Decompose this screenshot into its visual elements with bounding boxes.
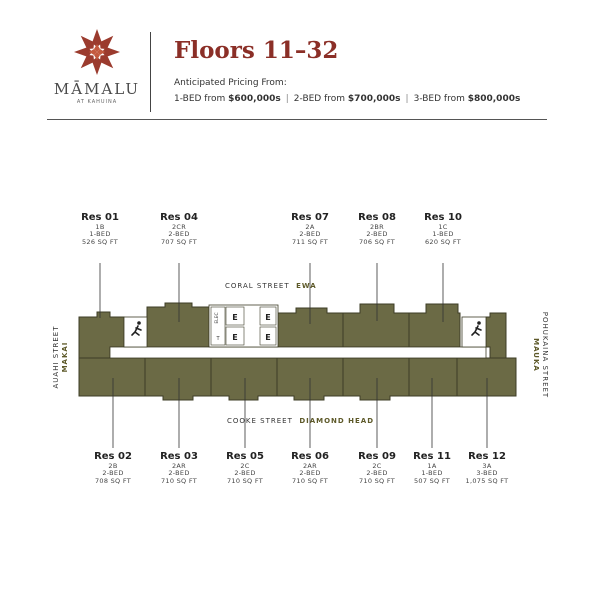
elevator-2-label: E bbox=[232, 333, 238, 342]
pricing-3bed: 3-BED from $800,000s bbox=[413, 94, 521, 104]
unit-res-04 bbox=[147, 303, 209, 347]
unit-res-02 bbox=[79, 358, 145, 396]
street-left: AUAHI STREET MAKAI bbox=[51, 325, 69, 389]
elevator-3-label: E bbox=[265, 313, 271, 322]
pricing-label: Anticipated Pricing From: bbox=[174, 78, 287, 88]
pricing-row: 1-BED from $600,000s | 2-BED from $700,000s | 3-BED from $800,000s bbox=[174, 94, 521, 104]
unit-label-res-04: Res 04 2CR 2-BED 707 SQ FT bbox=[160, 212, 198, 247]
unit-res-05 bbox=[211, 358, 277, 400]
unit-res-09 bbox=[343, 358, 409, 400]
unit-label-res-05: Res 05 2C 2-BED 710 SQ FT bbox=[226, 451, 264, 486]
brand-subtitle: AT KAHUINA bbox=[76, 99, 118, 105]
unit-label-res-11: Res 11 1A 1-BED 507 SQ FT bbox=[413, 451, 451, 486]
pricing-2bed: 2-BED from $700,000s bbox=[293, 94, 401, 104]
core-elec-label: ELEC bbox=[215, 312, 220, 324]
street-bottom: COOKE STREET DIAMOND HEAD bbox=[227, 417, 375, 425]
unit-label-res-03: Res 03 2AR 2-BED 710 SQ FT bbox=[160, 451, 198, 486]
unit-label-res-12: Res 12 3A 3-BED 1,075 SQ FT bbox=[465, 451, 509, 486]
unit-label-res-08: Res 08 2BR 2-BED 706 SQ FT bbox=[358, 212, 396, 247]
unit-res-11 bbox=[409, 358, 457, 396]
brand-name: MĀMALU bbox=[53, 80, 141, 98]
unit-res-07 bbox=[278, 308, 343, 347]
unit-label-res-06: Res 06 2AR 2-BED 710 SQ FT bbox=[291, 451, 329, 486]
elevator-1-label: E bbox=[232, 313, 238, 322]
unit-res-03 bbox=[145, 358, 211, 400]
corridor bbox=[110, 347, 486, 358]
unit-res-12 bbox=[457, 358, 516, 396]
unit-label-res-01: Res 01 1B 1-BED 526 SQ FT bbox=[81, 212, 119, 247]
unit-res-10 bbox=[409, 304, 460, 347]
pricing-1bed: 1-BED from $600,000s bbox=[174, 94, 281, 104]
unit-label-res-02: Res 02 2B 2-BED 708 SQ FT bbox=[94, 451, 132, 486]
unit-res-08 bbox=[343, 304, 409, 347]
unit-label-res-10: Res 10 1C 1-BED 620 SQ FT bbox=[424, 212, 462, 247]
street-right: POHUKAINA STREET MAUKA bbox=[532, 311, 550, 399]
unit-label-res-07: Res 07 2A 2-BED 711 SQ FT bbox=[291, 212, 329, 247]
street-top: CORAL STREET EWA bbox=[225, 282, 317, 290]
elevator-4-label: E bbox=[265, 333, 271, 342]
core-trash-label: T bbox=[216, 336, 220, 342]
page-title: Floors 11–32 bbox=[174, 37, 339, 64]
unit-res-12-upper bbox=[486, 313, 506, 358]
unit-label-res-09: Res 09 2C 2-BED 710 SQ FT bbox=[358, 451, 396, 486]
